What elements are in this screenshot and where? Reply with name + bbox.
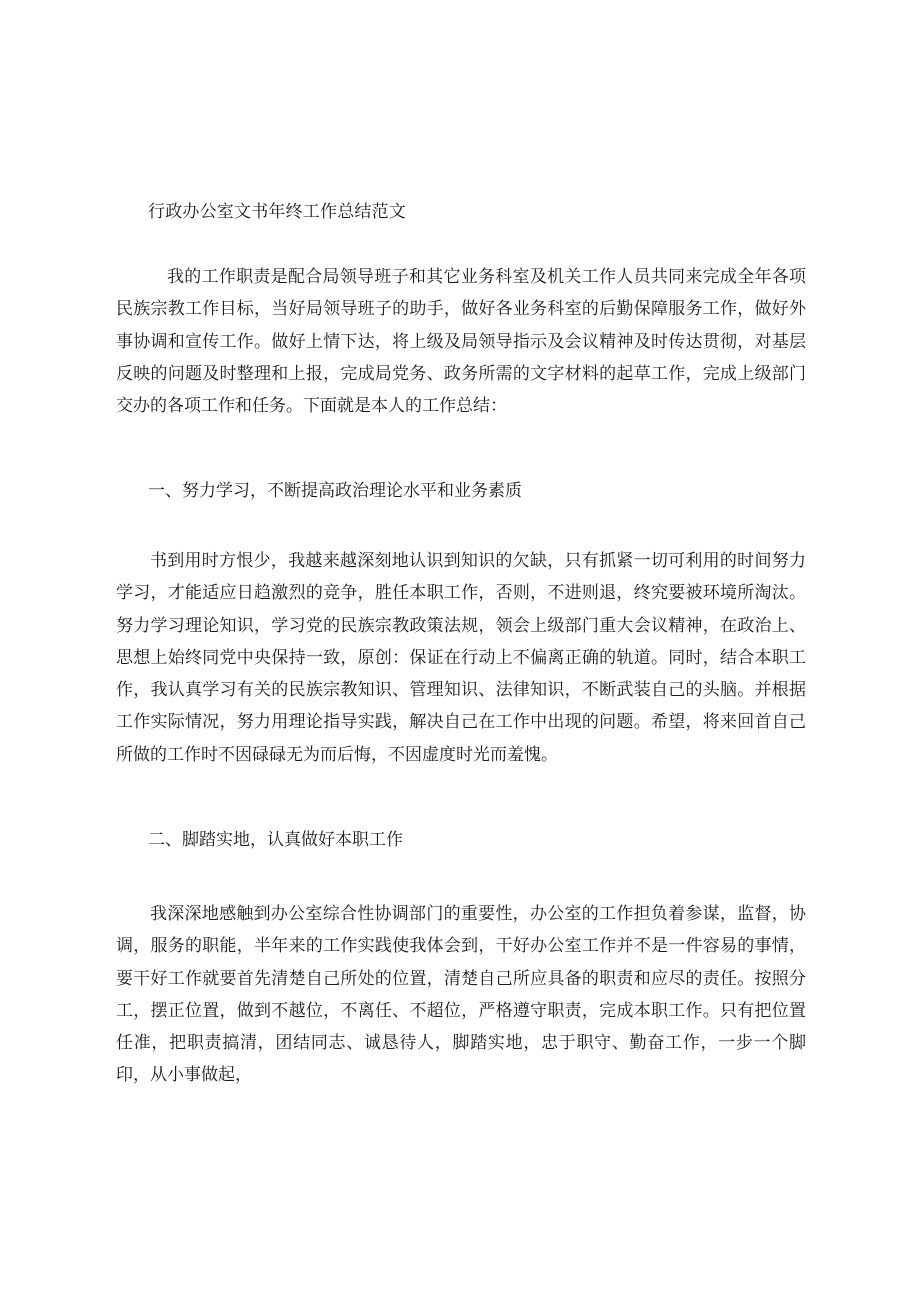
document-title: 行政办公室文书年终工作总结范文 xyxy=(148,202,406,222)
section-body-2: 我深深地感触到办公室综合性协调部门的重要性，办公室的工作担负着参谋，监督，协调，服务的职能，半年来的工作实践使我体会到，干好办公室工作并不是一件容易的事情，要干好工作就要首先清楚自己所处的位置，清楚自己所应具备的职责和应尽的责任。按照分工，摆正位置，做到不越位，不离任、不超位，严格遵守职责，完成本职工作。只有把位置任准，把职责搞清，团结同志、诚恳待人，脚踏实地，忠于职守、勤奋工作，一步一个脚印，从小事做起， xyxy=(116,904,806,1086)
section-body-1: 书到用时方恨少，我越来越深刻地认识到知识的欠缺，只有抓紧一切可利用的时间努力学习，才能适应日趋激烈的竞争，胜任本职工作，否则，不进则退，终究要被环境所淘汰。努力学习理论知识，学习党的民族宗教政策法规，领会上级部门重大会议精神，在政治上、思想上始终同党中央保持一致，原创：保证在行动上不偏离正确的轨道。同时，结合本职工作，我认真学习有关的民族宗教知识、管理知识、法律知识，不断武装自己的头脑。并根据工作实际情况，努力用理论指导实践，解决自己在工作中出现的问题。希望，将来回首自己所做的工作时不因碌碌无为而后悔，不因虚度时光而羞愧。 xyxy=(116,551,806,765)
intro-paragraph: 我的工作职责是配合局领导班子和其它业务科室及机关工作人员共同来完成全年各项民族宗教工作目标，当好局领导班子的助手，做好各业务科室的后勤保障服务工作，做好外事协调和宣传工作。做好上情下达，将上级及局领导指示及会议精神及时传达贯彻，对基层反映的问题及时整理和上报，完成局党务、政务所需的文字材料的起草工作，完成上级部门交办的各项工作和任务。下面就是本人的工作总结： xyxy=(116,267,806,417)
section-heading-1: 一、努力学习，不断提高政治理论水平和业务素质 xyxy=(148,481,522,501)
section-heading-2: 二、脚踏实地，认真做好本职工作 xyxy=(148,830,403,850)
